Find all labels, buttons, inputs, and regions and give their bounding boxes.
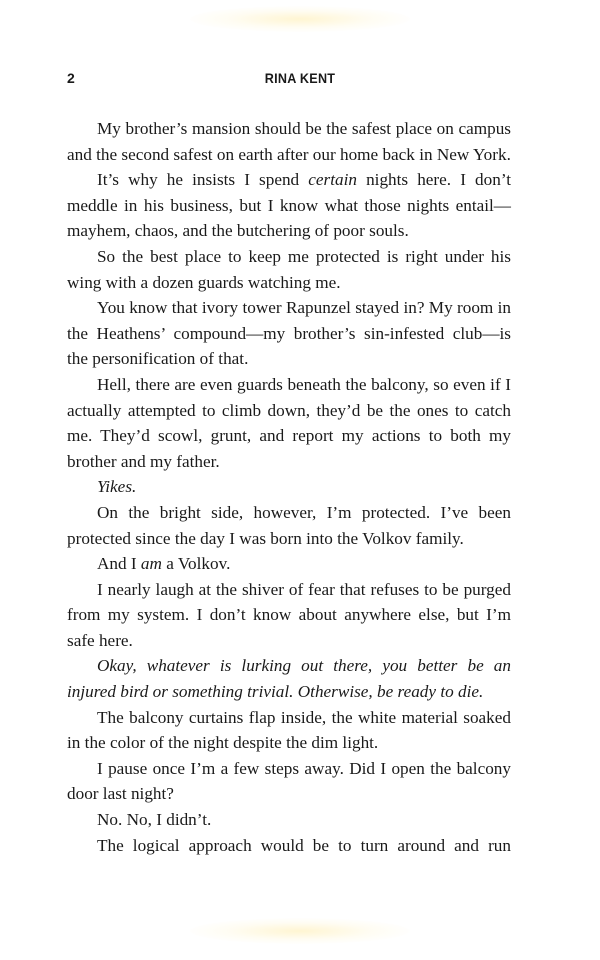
top-light-smudge	[190, 6, 410, 32]
paragraph	[67, 551, 511, 577]
italic-text: am	[140, 554, 162, 574]
paragraph	[67, 244, 511, 295]
paragraph	[67, 705, 511, 756]
body-text	[67, 116, 511, 858]
paragraph	[67, 295, 511, 372]
text-run: Hell, there are even guards beneath the balcony, so even if I actually attempted to climb down, they’d be the ones to catch me. They’d scowl, grunt, and report my actions to both my brother and my father.	[67, 374, 511, 471]
paragraph	[67, 653, 511, 704]
text-run: It’s why he insists I spend	[97, 170, 309, 190]
text-run: I nearly laugh at the shiver of fear that refuses to be purged from my system. I don’t know about anywhere else, but I’m safe here.	[67, 579, 511, 650]
paragraph	[67, 500, 511, 551]
text-run: So the best place to keep me protected is right under his wing with a dozen guards watching me.	[67, 246, 511, 292]
paragraph	[67, 167, 511, 244]
text-run: The logical approach would be to turn around and run	[97, 835, 511, 855]
paragraph	[67, 807, 511, 833]
paragraph	[67, 756, 511, 807]
text-run: On the bright side, however, I’m protected. I’ve been protected since the day I was born into the Volkov family.	[67, 502, 511, 548]
page-number: 2	[67, 70, 76, 86]
text-run: You know that ivory tower Rapunzel stayed in? My room in the Heathens’ compound—my brother’s sin-infested club—is the personification of that.	[67, 298, 511, 369]
text-run: The balcony curtains flap inside, the white material soaked in the color of the night despite the dim light.	[67, 707, 511, 753]
page-header	[67, 70, 533, 90]
italic-text: Yikes.	[97, 477, 137, 497]
paragraph	[67, 474, 511, 500]
paragraph	[67, 833, 511, 859]
bottom-light-smudge	[190, 918, 410, 944]
paragraph	[67, 116, 511, 167]
paragraph	[67, 577, 511, 654]
running-head-author: RINA KENT	[264, 70, 336, 86]
italic-text: Okay, whatever is lurking out there, you better be an injured bird or something trivial. Otherwise, be ready to die.	[67, 656, 511, 702]
text-run: No. No, I didn’t.	[97, 810, 212, 830]
text-run: My brother’s mansion should be the safest place on campus and the second safest on earth after our home back in New York.	[67, 119, 511, 164]
paragraph	[67, 372, 511, 474]
text-run: nights here. I don’t meddle in his business, but I know what those nights entail—mayhem, chaos, and the butchering of poor souls.	[67, 170, 512, 241]
italic-text: certain	[308, 170, 357, 190]
text-run: And I	[97, 554, 141, 574]
text-run: a Volkov.	[161, 554, 231, 574]
text-run: I pause once I’m a few steps away. Did I open the balcony door last night?	[67, 758, 511, 804]
